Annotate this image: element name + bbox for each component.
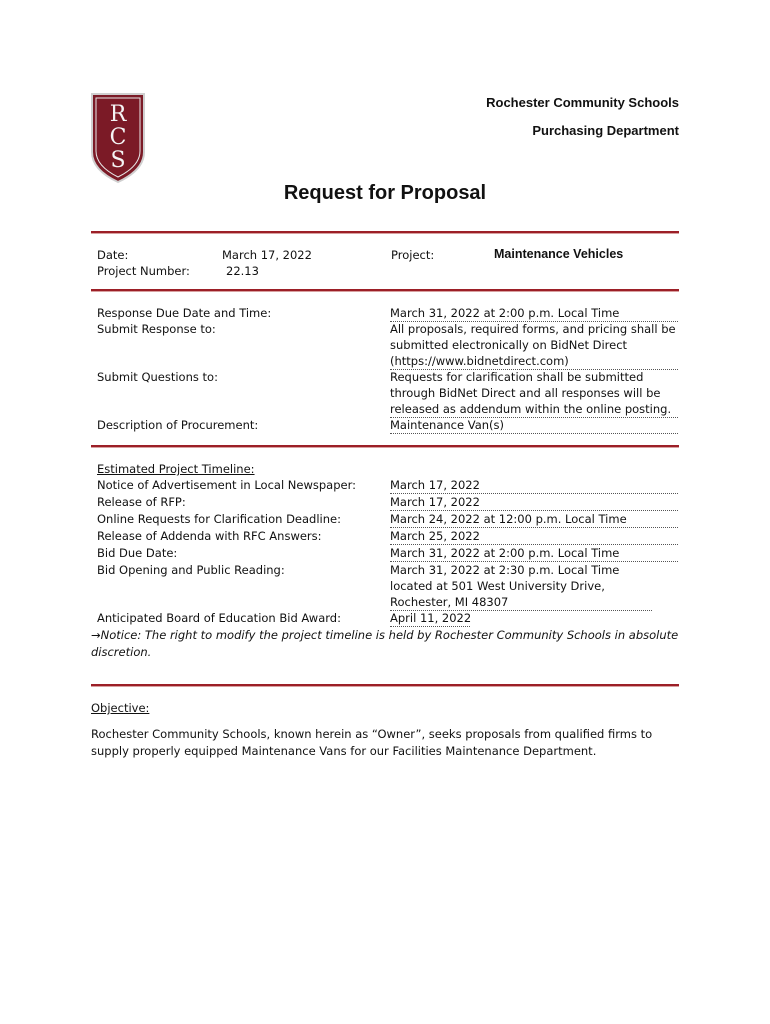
timeline-label: Bid Due Date:	[97, 546, 178, 560]
detail-label: Submit Questions to:	[97, 370, 218, 384]
divider	[91, 445, 679, 447]
timeline-heading: Estimated Project Timeline:	[97, 462, 255, 476]
organization-name: Rochester Community Schools	[486, 95, 679, 110]
timeline-label: Online Requests for Clarification Deadline:	[97, 512, 341, 526]
timeline-value: March 17, 2022	[390, 494, 678, 511]
timeline-label: Bid Opening and Public Reading:	[97, 563, 285, 577]
project-value: Maintenance Vehicles	[494, 247, 624, 261]
project-label: Project:	[391, 248, 435, 262]
date-value: March 17, 2022	[222, 248, 312, 262]
divider	[91, 231, 679, 233]
svg-text:R: R	[109, 102, 127, 127]
timeline-label: Release of RFP:	[97, 495, 186, 509]
department-name: Purchasing Department	[532, 123, 679, 138]
divider	[91, 684, 679, 686]
objective-heading: Objective:	[91, 701, 150, 715]
timeline-value: March 25, 2022	[390, 528, 678, 545]
detail-label: Response Due Date and Time:	[97, 306, 272, 320]
timeline-notice: →Notice: The right to modify the project timeline is held by Rochester Community Schools in absolute discretion.	[91, 628, 679, 659]
date-label: Date:	[97, 248, 129, 262]
svg-text:C: C	[109, 125, 127, 150]
project-number-value: 22.13	[226, 264, 259, 278]
timeline-value: March 24, 2022 at 12:00 p.m. Local Time	[390, 511, 678, 528]
detail-value: March 31, 2022 at 2:00 p.m. Local Time	[390, 305, 678, 322]
svg-text:S: S	[110, 148, 126, 173]
detail-value: All proposals, required forms, and pricing shall be submitted electronically on BidNet Direct (https://www.bidnetdirect.com)	[390, 321, 678, 370]
timeline-value: April 11, 2022	[390, 611, 472, 625]
divider	[91, 289, 679, 291]
page-title: Request for Proposal	[283, 182, 487, 204]
timeline-value: March 31, 2022 at 2:30 p.m. Local Time located at 501 West University Drive, Rochester, MI 48307	[390, 562, 652, 611]
timeline-label: Release of Addenda with RFC Answers:	[97, 529, 322, 543]
rcs-shield-logo	[90, 92, 146, 184]
timeline-label: Anticipated Board of Education Bid Award:	[97, 611, 341, 625]
detail-value: Maintenance Van(s)	[390, 417, 678, 434]
timeline-label: Notice of Advertisement in Local Newspaper:	[97, 478, 357, 492]
timeline-value: March 17, 2022	[390, 477, 678, 494]
detail-label: Description of Procurement:	[97, 418, 259, 432]
timeline-value: March 31, 2022 at 2:00 p.m. Local Time	[390, 545, 678, 562]
detail-label: Submit Response to:	[97, 322, 216, 336]
project-number-label: Project Number:	[97, 264, 190, 278]
objective-text: Rochester Community Schools, known herein as “Owner”, seeks proposals from qualified firms to supply properly equipped Maintenance Vans for our Facilities Maintenance Department.	[91, 727, 653, 758]
detail-value: Requests for clarification shall be submitted through BidNet Direct and all responses will be released as addendum within the online posting.	[390, 369, 678, 418]
